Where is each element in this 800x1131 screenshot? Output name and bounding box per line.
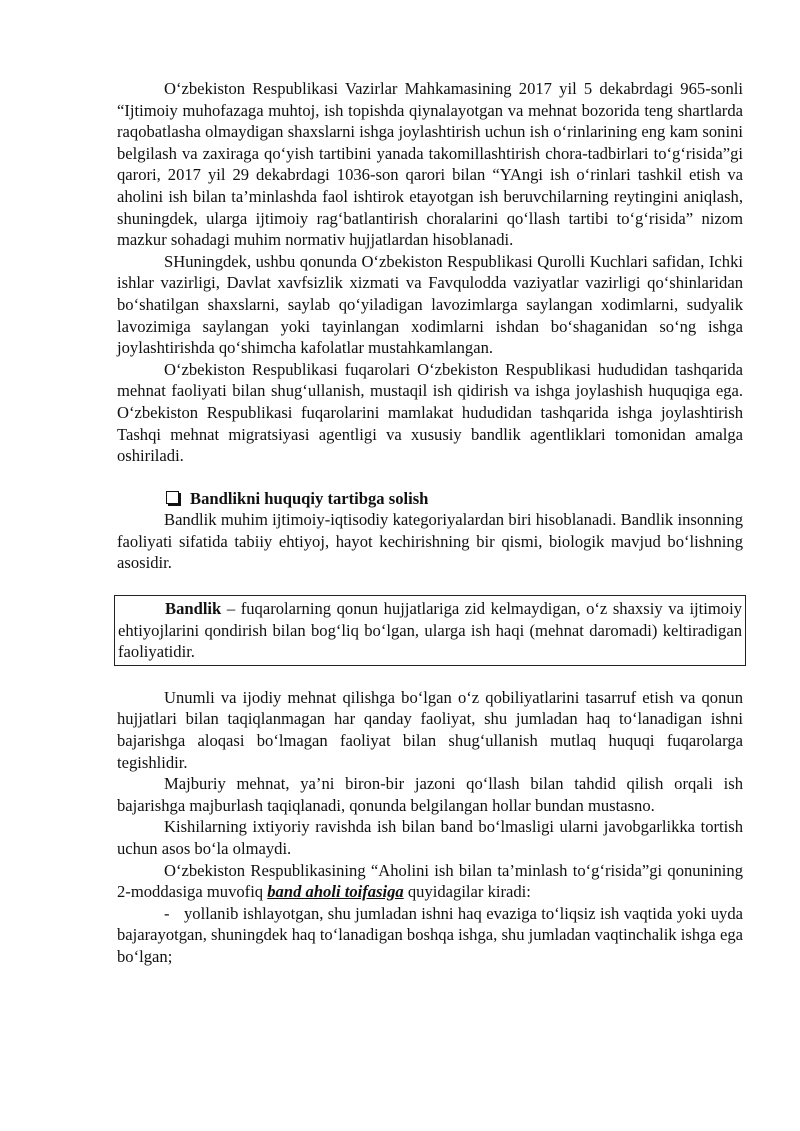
- definition-paragraph: [118, 598, 742, 663]
- paragraph-forced-labor: Majburiy mehnat, ya’ni biron-bir jazoni qo‘llash bilan tahdid qilish orqali ish bajarishga majburlash taqiqlanadi, qonunda belgilangan hollar bundan mustasno.: [117, 774, 743, 815]
- document-page: [117, 78, 743, 968]
- definition-box: [114, 595, 746, 666]
- law-article-text-before: O‘zbekiston Respublikasining “Aholini ish bilan ta’minlash to‘g‘risida”gi qonunining 2-moddasiga muvofiq: [117, 860, 743, 902]
- paragraph-employment-category: Bandlik muhim ijtimoiy-iqtisodiy kategoriyalardan biri hisoblanadi. Bandlik insonning faoliyati sifatida tabiiy ehtiyoj, hayot kechirishning bir qismi, biologik mavjud bo‘lishning asosidir.: [117, 510, 743, 573]
- definition-term: Bandlik: [165, 599, 222, 619]
- section-heading-text: Bandlikni huquqiy tartibga solish: [190, 488, 429, 508]
- checkbox-bullet-icon: [166, 491, 179, 504]
- paragraph-employment-abroad: O‘zbekiston Respublikasi fuqarolari O‘zbekiston Respublikasi hududidan tashqarida mehnat faoliyati bilan shug‘ullanish, mustaqil ish qidirish va ishga joylashish huquqiga ega. O‘zbekiston Respublikasi fuqarolarini mamlakat hududidan tashqarida ishga joylashtirish Tashqi mehnat migratsiyasi agentligi va xususiy bandlik agentliklari tomonidan amalga oshiriladi.: [117, 359, 743, 466]
- paragraph-productive-labor: Unumli va ijodiy mehnat qilishga bo‘lgan o‘z qobiliyatlarini tasarruf etish va qonun hujjatlari bilan taqiqlanmagan har qanday faoliyat, shu jumladan haq to‘lanadigan ishni bajarishga aloqasi bo‘lmagan faoliyat bilan shug‘ullanish mutlaq huquqi fuqarolarga tegishlidir.: [117, 687, 743, 772]
- section-heading: [117, 488, 743, 510]
- definition-text: – fuqarolarning qonun hujjatlariga zid kelmaydigan, o‘z shaxsiy va ijtimoiy ehtiyojlarini qondirish bilan bog‘liq bo‘lgan, ularga ish haqi (mehnat daromadi) keltiradigan faoliyatidir.: [118, 599, 742, 662]
- law-article-text-after: quyidagilar kiradi:: [403, 882, 531, 902]
- paragraph-additional-guarantees: SHuningdek, ushbu qonunda O‘zbekiston Respublikasi Qurolli Kuchlari safidan, Ichki ishlar vazirligi, Davlat xavfsizlik xizmati va Favqulodda vaziyatlar vazirligi qo‘shinlaridan bo‘shatilgan shaxslarni, saylab qo‘yiladigan lavozimlarga saylangan xodimlarni, sudyalik lavozimiga saylangan yoki tayinlangan xodimlarni ishdan bo‘shaganidan so‘ng ishga joylashtirishda qo‘shimcha kafolatlar mustahkamlangan.: [117, 251, 743, 358]
- list-item-text: yollanib ishlayotgan, shu jumladan ishni haq evaziga to‘liqsiz ish vaqtida yoki uyda bajarayotgan, shuningdek haq to‘lanadigan boshqa ishga, shu jumladan vaqtinchalik ishga ega bo‘lgan;: [117, 903, 743, 966]
- paragraph-voluntary-unemployment: Kishilarning ixtiyoriy ravishda ish bilan band bo‘lmasligi ularni javobgarlikka tortish uchun asos bo‘la olmaydi.: [117, 817, 743, 858]
- list-dash: -: [164, 903, 170, 923]
- paragraph-decree-references: O‘zbekiston Respublikasi Vazirlar Mahkamasining 2017 yil 5 dekabrdagi 965-sonli “Ijtimoiy muhofazaga muhtoj, ish topishda qiynalayotgan va mehnat bozorida teng shartlarda raqobatlasha olmaydigan shaxslarni ishga joylashtirish uchun ish o‘rinlarining eng kam sonini belgilash va zaxiraga qo‘yish tartibini yanada takomillashtirish chora-tadbirlari to‘g‘risida”gi qarori, 2017 yil 29 dekabrdagi 1036-son qarori bilan “YAngi ish o‘rinlari tashkil etish va aholini ish bilan ta’minlashda faol ishtirok etayotgan ish beruvchilarning reytingini aniqlash, shuningdek, ularga ijtimoiy rag‘batlantirish choralarini qo‘llash tartibi to‘g‘risida” nizom mazkur sohadagi muhim normativ hujjatlardan hisoblanadi.: [117, 79, 743, 250]
- list-item: [117, 903, 743, 968]
- paragraph-law-article: [117, 860, 743, 903]
- law-article-emphasis: band aholi toifasiga: [267, 882, 404, 902]
